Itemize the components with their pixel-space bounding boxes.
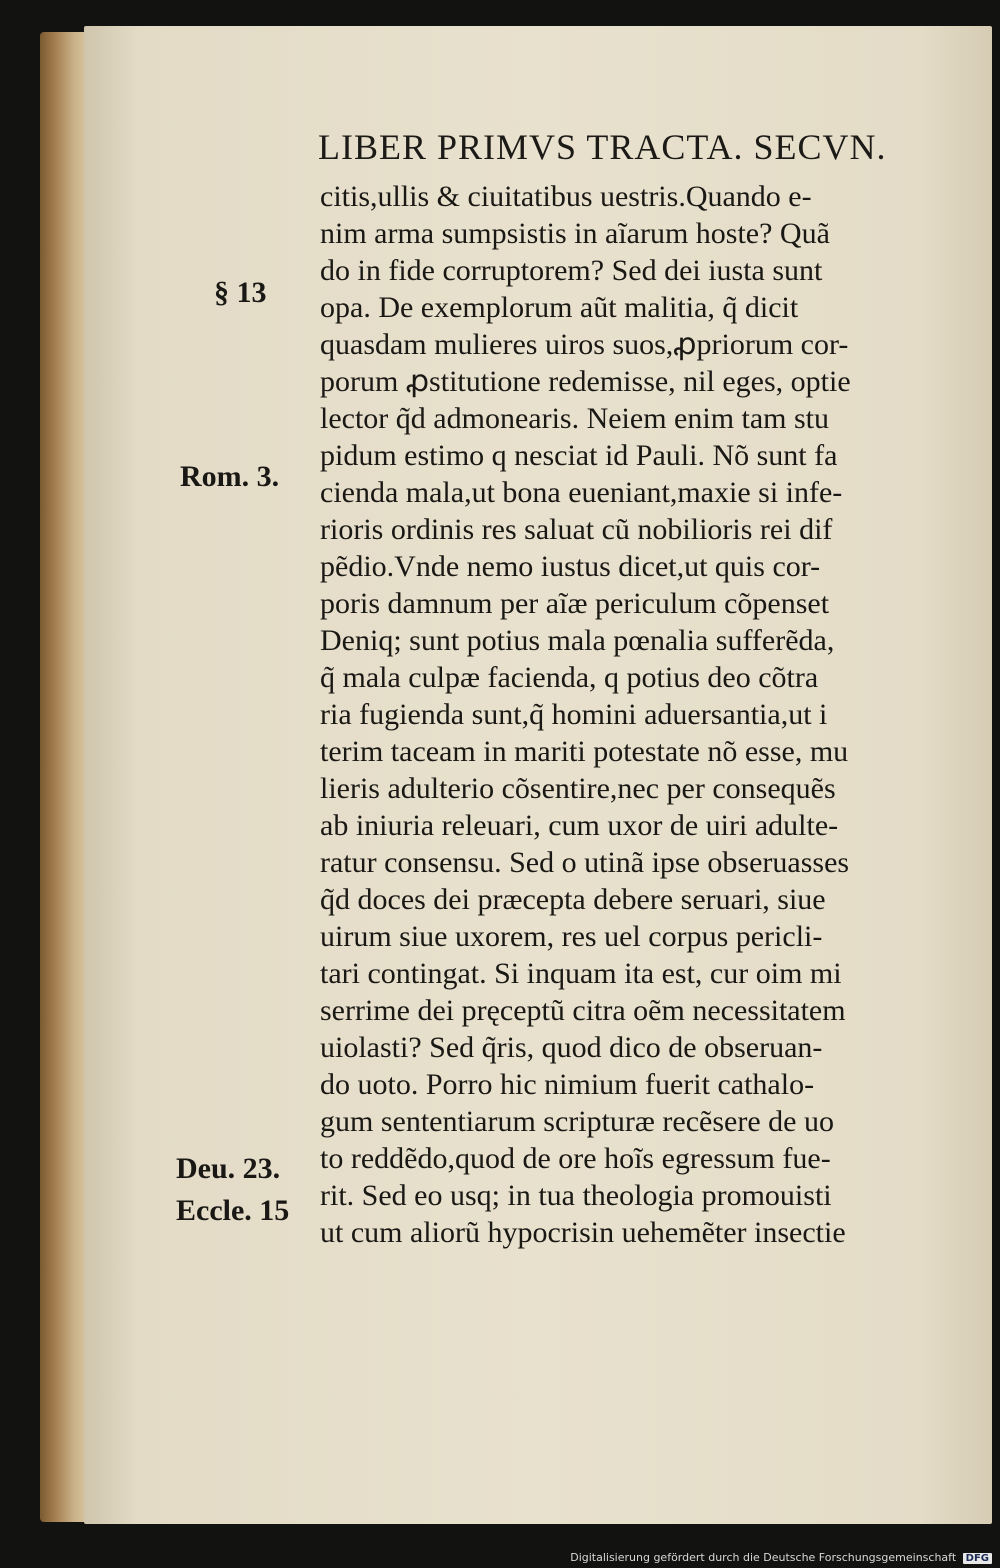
margin-note-deu: Deu. 23. bbox=[176, 1152, 281, 1185]
body-text bbox=[320, 178, 960, 1251]
text-line: rit. Sed eo usq; in tua theologia promouisti bbox=[320, 1179, 832, 1212]
text-line: lieris adulterio cõsentire,nec per consequẽs bbox=[320, 772, 836, 805]
margin-note-rom: Rom. 3. bbox=[180, 460, 280, 493]
text-line: citis,ullis & ciuitatibus uestris.Quando e- bbox=[320, 180, 812, 213]
margin-note-section: § 13 bbox=[214, 276, 267, 309]
text-line: do uoto. Porro hic nimium fuerit cathalo- bbox=[320, 1068, 815, 1101]
text-line: q̃ mala culpæ facienda, q potius deo cõtra bbox=[320, 661, 819, 694]
text-line: opa. De exemplorum aũt malitia, q̃ dicit bbox=[320, 291, 799, 324]
text-line: porum ꝓstitutione redemisse, nil eges, optie bbox=[320, 365, 851, 398]
text-line: lector q̃d admonearis. Neiem enim tam stu bbox=[320, 402, 830, 435]
text-line: ria fugienda sunt,q̃ homini aduersantia,ut i bbox=[320, 698, 828, 731]
text-line: Deniq; sunt potius mala pœnalia sufferẽda, bbox=[320, 624, 835, 657]
text-line: uiolasti? Sed q̃ris, quod dico de obseruan- bbox=[320, 1031, 823, 1064]
text-line: terim taceam in mariti potestate nõ esse, mu bbox=[320, 735, 849, 768]
text-line: q̃d doces dei præcepta debere seruari, siue bbox=[320, 883, 826, 916]
text-line: quasdam mulieres uiros suos,ꝓpriorum cor- bbox=[320, 328, 849, 361]
dfg-logo-icon: DFG bbox=[963, 1553, 992, 1564]
text-line: ab iniuria releuari, cum uxor de uiri adulte- bbox=[320, 809, 839, 842]
text-line: to reddẽdo,quod de ore hoĩs egressum fue- bbox=[320, 1142, 831, 1175]
book-spine bbox=[40, 32, 88, 1522]
text-line: pẽdio.Vnde nemo iustus dicet,ut quis cor- bbox=[320, 550, 821, 583]
footer-credit bbox=[570, 1551, 992, 1564]
text-line: cienda mala,ut bona eueniant,maxie si infe- bbox=[320, 476, 843, 509]
running-header: LIBER PRIMVS TRACTA. SECVN. bbox=[318, 127, 887, 167]
text-line: pidum estimo q nesciat id Pauli. Nõ sunt fa bbox=[320, 439, 838, 472]
margin-note-eccle: Eccle. 15 bbox=[176, 1194, 290, 1227]
text-line: serrime dei pręceptũ citra oẽm necessitatem bbox=[320, 994, 846, 1027]
text-line: gum sententiarum scripturæ recẽsere de uo bbox=[320, 1105, 834, 1138]
text-line: ratur consensu. Sed o utinã ipse obseruasses bbox=[320, 846, 850, 879]
text-line: tari contingat. Si inquam ita est, cur oim mi bbox=[320, 957, 842, 990]
text-line: ut cum aliorũ hypocrisin uehemẽter insectie bbox=[320, 1216, 846, 1249]
text-line: rioris ordinis res saluat cũ nobilioris rei dif bbox=[320, 513, 833, 546]
footer-text: Digitalisierung gefördert durch die Deutsche Forschungsgemeinschaft bbox=[570, 1551, 957, 1564]
text-line: poris damnum per aĩæ periculum cõpenset bbox=[320, 587, 830, 620]
text-line: do in fide corruptorem? Sed dei iusta sunt bbox=[320, 254, 823, 287]
text-line: nim arma sumpsistis in aĩarum hoste? Quã bbox=[320, 217, 830, 250]
text-line: uirum siue uxorem, res uel corpus pericli- bbox=[320, 920, 823, 953]
